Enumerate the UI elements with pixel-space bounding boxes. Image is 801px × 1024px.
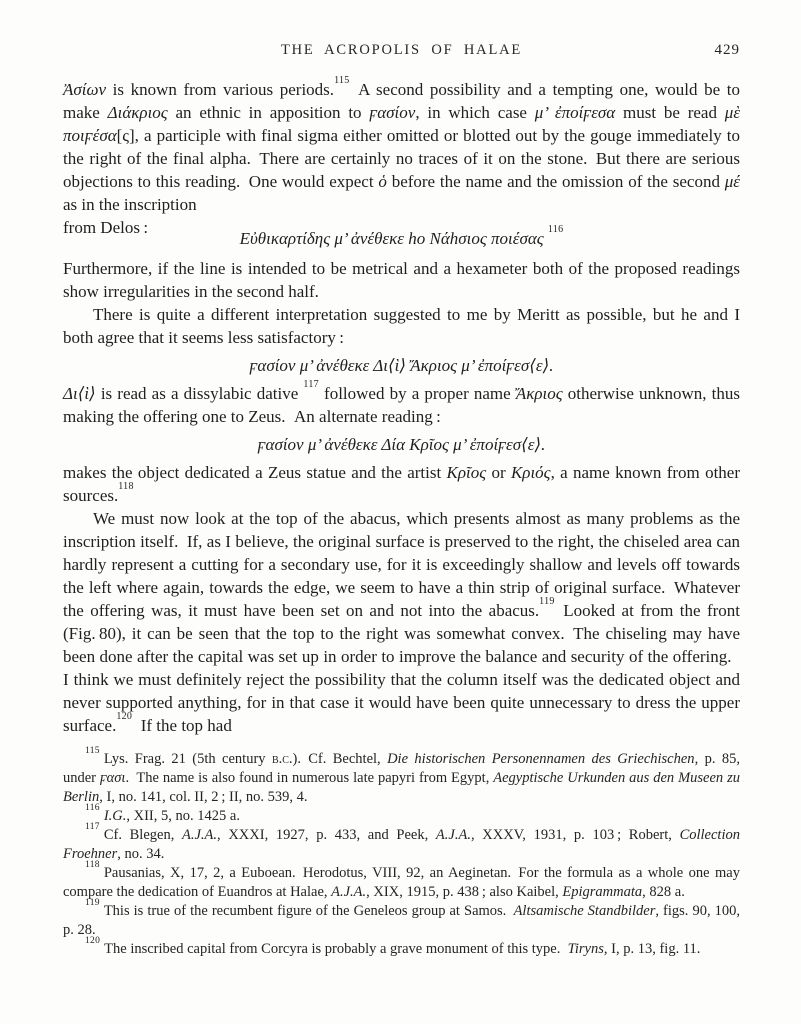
footnotes-section [63, 746, 740, 959]
footnote-117 [63, 822, 740, 864]
page-content [63, 42, 740, 959]
footnote-text: This is true of the recumbent figure of the Geneleos group at Samos. Altsamische Standbilder, figs. 90, 100, p. 28. [63, 903, 740, 938]
footnote-120 [63, 936, 740, 959]
delos-quote-line [63, 216, 740, 257]
footnote-marker: 116 [85, 803, 100, 814]
paragraph-6: We must now look at the top of the abacus, which presents almost as many problems as the inscription itself. If, as I believe, the original surface is preserved to the right, the chiseled area can hardly represent a cutting for a secondary use, for it is exceedingly shallow and levels off towards the left where again, towards the edge, we seem to have a thin strip of original surface. Whatever the offering was, it must have been set on and not into the abacus.$^{119}$ Looked at from the front (Fig. 80), it can be seen that the top to the right was somewhat convex. The chiseling may have been done after the capital was set up in order to improve the balance and security of the offering. I think we must definitely reject the possibility that the column itself was the dedicated object and never supported anything, for in that case it would have been quite unnecessary to dress the upper surface.$^{120}$ If the top had [63, 509, 740, 735]
footnote-text: The inscribed capital from Corcyra is probably a grave monument of this type. Tiryns, I, p. 13, fig. 11. [104, 941, 701, 957]
footnote-text: Cf. Blegen, A.J.A., XXXI, 1927, p. 433, and Peek, A.J.A., XXXV, 1931, p. 103 ; Robert, Collection Froehner, no. 34. [63, 827, 740, 862]
paragraph-1: Ἀσίων is known from various periods.$^{115}$ A second possibility and a tempting one, would be to make Διάκριος an ethnic in apposition to ϝασίον, in which case μ’ ἐποίϝεσα must be read μὲ ποιϝέσα[ς], a participle with final sigma either omitted or blotted out by the gouge immediately to the right of the final alpha. There are certainly no traces of it on the stone. But there are serious objections to this reading. One would expect ὁ before the name and the omission of the second μέ as in the inscription [63, 75, 741, 214]
delos-lead-in: from Delos : [63, 218, 149, 237]
footnote-marker: 120 [85, 936, 101, 947]
page-number: 429 [714, 42, 740, 58]
page-header [63, 42, 740, 64]
footnote-marker: 115 [85, 746, 100, 757]
footnote-119 [63, 898, 740, 940]
footnote-118 [63, 860, 740, 902]
paragraph-2: Furthermore, if the line is intended to be metrical and a hexameter both of the proposed readings show irregularities in the second half. [63, 259, 740, 301]
greek-quote-2: ϝασίον μ’ ἀνέθεκε Δι⟨ὶ⟩ Ἄκριος μ’ ἐποίϝεσ⟨ε⟩. [249, 356, 554, 375]
footnote-marker: 118 [85, 860, 100, 871]
running-title: THE ACROPOLIS OF HALAE [280, 42, 523, 58]
paragraph-5: makes the object dedicated a Zeus statue and the artist Κρῖος or Κριός, a name known from other sources.$^{118}$ [63, 463, 740, 505]
footnote-text: I.G., XII, 5, no. 1425 a. [103, 808, 240, 824]
footnote-text: Lys. Frag. 21 (5th century b.c.). Cf. Bechtel, Die historischen Personennamen des Griechischen, p. 85, under ϝασι. The name is also found in numerous late papyri from Egypt, Aegyptische Urkunden aus den Museen zu Berlin, I, no. 141, col. II, 2 ; II, no. 539, 4. [63, 751, 740, 805]
body-text [63, 75, 741, 737]
footnote-115 [63, 746, 740, 807]
footnote-marker: 119 [85, 898, 100, 909]
paragraph-3: There is quite a different interpretation suggested to me by Meritt as possible, but he and I both agree that it seems less satisfactory : [63, 305, 740, 347]
footnote-marker: 117 [85, 822, 100, 833]
footnote-116 [63, 803, 740, 826]
greek-quote-3: ϝασίον μ’ ἀνέθεκε Δία Κρῖος μ’ ἐποίϝεσ⟨ε⟩. [257, 435, 546, 454]
footnote-text: Pausanias, X, 17, 2, a Euboean. Herodotus, VIII, 92, an Aeginetan. For the formula as a whole one may compare the dedication of Euandros at Halae, A.J.A., XIX, 1915, p. 438 ; also Kaibel, Epigrammata, 828 a. [63, 865, 740, 900]
greek-quote-delos: Εὐθικαρτίδης μ’ ἀνέθεκε hο Νάhσιος ποιέσας $^{116}$ [239, 224, 564, 248]
paragraph-4: Δι⟨ὶ⟩ is read as a dissylabic dative $^{117}$ followed by a proper name Ἄκριος otherwise unknown, thus making the offering one to Zeus. An alternate reading : [63, 379, 740, 426]
